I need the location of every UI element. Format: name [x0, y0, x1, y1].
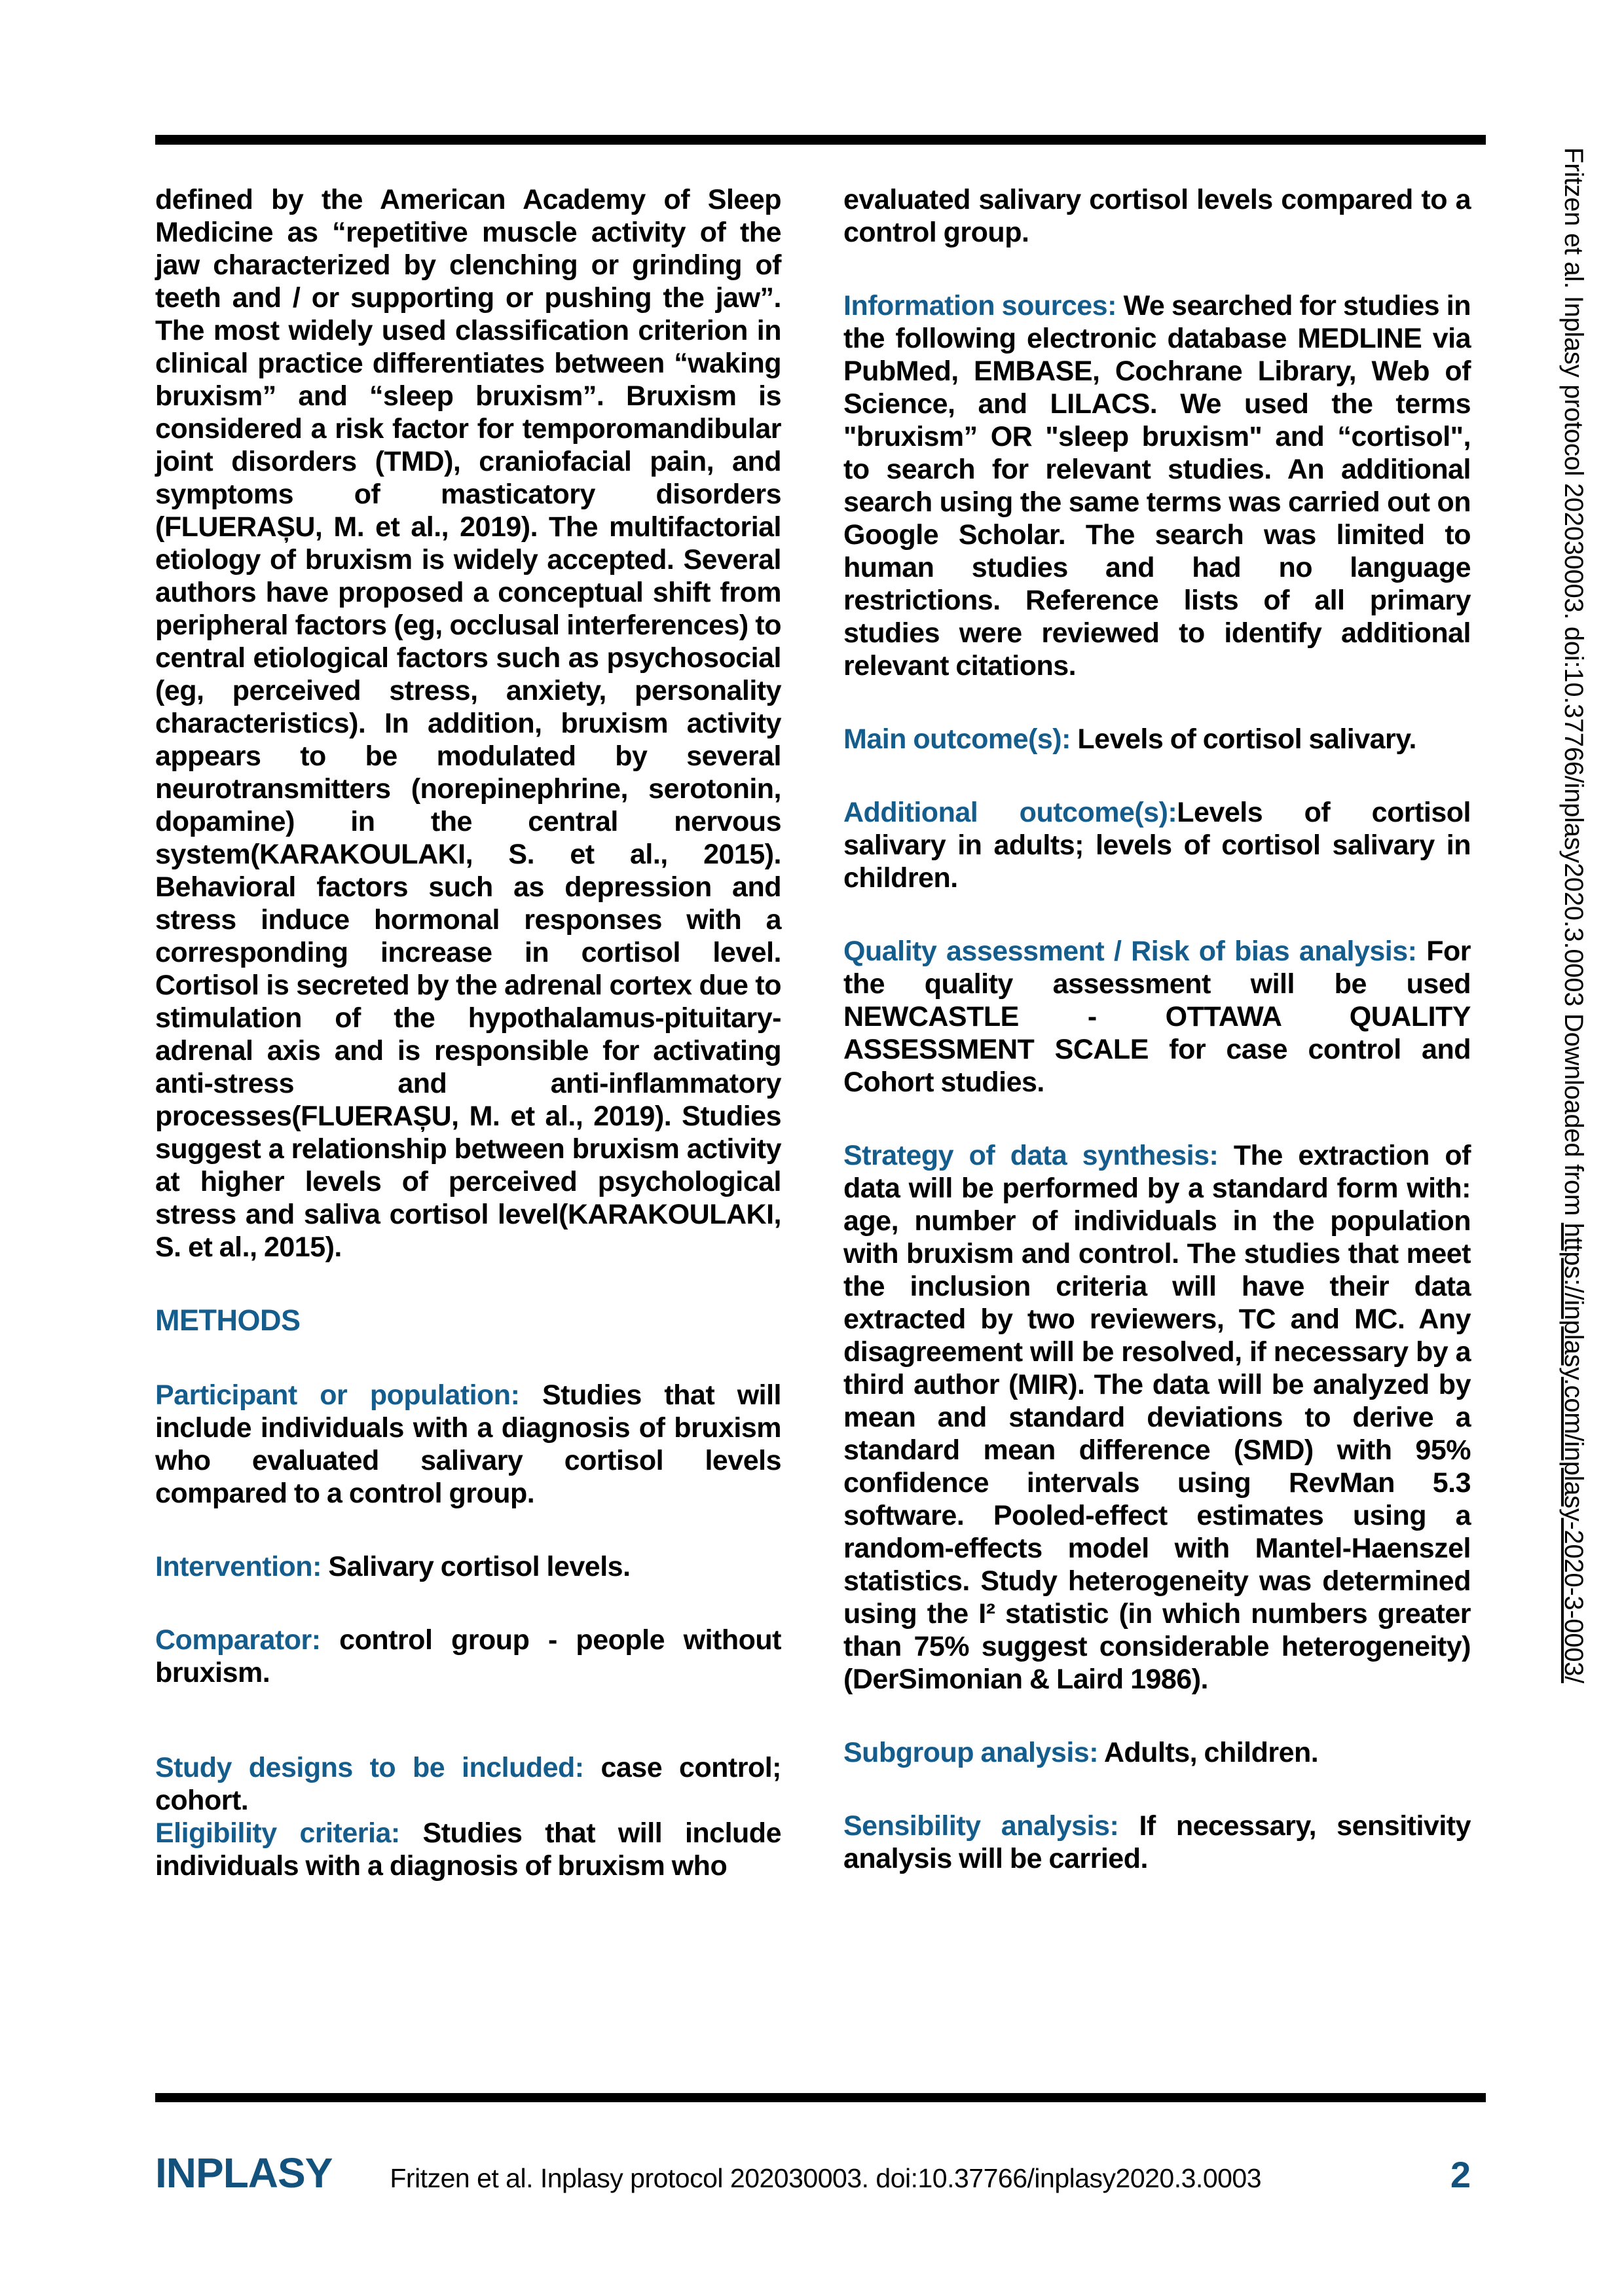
- additional-outcomes-text: Levels of cortisol salivary in adults; levels of cortisol salivary in children.: [843, 797, 1471, 894]
- continuation-paragraph: [843, 183, 1471, 249]
- strategy-lead: Strategy of data synthesis:: [843, 1140, 1219, 1171]
- sensibility-text: If necessary, sensitivity analysis will be carried.: [843, 1810, 1471, 1874]
- quality-assessment-text: For the quality assessment will be used NEWCASTLE - OTTAWA QUALITY ASSESSMENT SCALE for case control and Cohort studies.: [843, 936, 1471, 1098]
- intro-paragraph: [155, 183, 781, 1264]
- page-number: 2: [1450, 2154, 1471, 2195]
- additional-outcomes-lead: Additional outcome(s):: [843, 797, 1177, 828]
- comparator-lead: Comparator:: [155, 1624, 321, 1656]
- footer-citation: Fritzen et al. Inplasy protocol 202030003. doi:10.37766/inplasy2020.3.0003: [390, 2163, 1262, 2193]
- information-sources-lead: Information sources:: [843, 290, 1116, 321]
- information-sources-paragraph: [843, 289, 1471, 682]
- intervention-text: Salivary cortisol levels.: [321, 1551, 631, 1582]
- eligibility-paragraph: [155, 1817, 781, 1882]
- continuation-text: evaluated salivary cortisol levels compared to a control group.: [843, 184, 1471, 248]
- sidebar-url-link[interactable]: https://inplasy.com/inplasy-2020-3-0003/: [1559, 1222, 1588, 1683]
- top-rule: [155, 135, 1486, 145]
- comparator-paragraph: [155, 1624, 781, 1689]
- main-outcomes-text: Levels of cortisol salivary.: [1070, 723, 1416, 755]
- study-designs-paragraph: [155, 1751, 781, 1817]
- participant-lead: Participant or population:: [155, 1379, 520, 1411]
- eligibility-text: Studies that will include individuals with a diagnosis of bruxism who: [155, 1817, 781, 1882]
- footer: [155, 2149, 1471, 2197]
- intervention-paragraph: [155, 1550, 781, 1583]
- sidebar-citation-text: Fritzen et al. Inplasy protocol 202030003. doi:10.37766/inplasy2020.3.0003 Downloaded from: [1559, 147, 1588, 1223]
- main-outcomes-lead: Main outcome(s):: [843, 723, 1071, 755]
- right-column: [843, 183, 1471, 1916]
- participant-paragraph: [155, 1379, 781, 1510]
- additional-outcomes-paragraph: [843, 796, 1471, 894]
- strategy-text: The extraction of data will be performed by a standard form with: age, number of individuals in the population with bruxism and control. The studies that meet the inclusion criteria will have their data extracted by two reviewers, TC and MC. Any disagreement will be resolved, if necessary by a third author (MIR). The data will be analyzed by mean and standard deviations to derive a standard mean difference (SMD) with 95% confidence intervals using RevMan 5.3 software. Pooled-effect estimates using a random-effects model with Mantel-Haenszel statistics. Study heterogeneity was determined using the I² statistic (in which numbers greater than 75% suggest considerable heterogeneity) (DerSimonian & Laird 1986).: [843, 1140, 1471, 1695]
- strategy-paragraph: [843, 1139, 1471, 1696]
- information-sources-text: We searched for studies in the following electronic database MEDLINE via PubMed, EMBASE, Cochrane Library, Web of Science, and LILACS. We used the terms "bruxism” OR "sleep bruxism" and “cortisol", to search for relevant studies. An additional search using the same terms was carried out on Google Scholar. The search was limited to human studies and had no language restrictions. Reference lists of all primary studies were reviewed to identify additional relevant citations.: [843, 290, 1471, 682]
- eligibility-lead: Eligibility criteria:: [155, 1817, 400, 1849]
- subgroup-text: Adults, children.: [1098, 1737, 1319, 1768]
- intro-paragraph-text: defined by the American Academy of Sleep Medicine as “repetitive muscle activity of the jaw characterized by clenching or grinding of teeth and / or supporting or pushing the jaw”. The most widely used classification criterion in clinical practice differentiates between “waking bruxism” and “sleep bruxism”. Bruxism is considered a risk factor for temporomandibular joint disorders (TMD), craniofacial pain, and symptoms of masticatory disorders (FLUERAȘU, M. et al., 2019). The multifactorial etiology of bruxism is widely accepted. Several authors have proposed a conceptual shift from peripheral factors (eg, occlusal interferences) to central etiological factors such as psychosocial (eg, perceived stress, anxiety, personality characteristics). In addition, bruxism activity appears to be modulated by several neurotransmitters (norepinephrine, serotonin, dopamine) in the central nervous system(KARAKOULAKI, S. et al., 2015). Behavioral factors such as depression and stress induce hormonal responses with a corresponding increase in cortisol level. Cortisol is secreted by the adrenal cortex due to stimulation of the hypothalamus-pituitary-adrenal axis and is responsible for activating anti-stress and anti-inflammatory processes(FLUERAȘU, M. et al., 2019). Studies suggest a relationship between bruxism activity at higher levels of perceived psychological stress and saliva cortisol level(KARAKOULAKI, S. et al., 2015).: [155, 184, 781, 1263]
- sidebar-citation: [1556, 147, 1591, 1850]
- study-designs-lead: Study designs to be included:: [155, 1752, 584, 1783]
- study-designs-text: case control; cohort.: [155, 1752, 781, 1816]
- intervention-lead: Intervention:: [155, 1551, 322, 1582]
- subgroup-lead: Subgroup analysis:: [843, 1737, 1099, 1768]
- subgroup-paragraph: [843, 1736, 1471, 1769]
- sensibility-paragraph: [843, 1810, 1471, 1875]
- left-column: [155, 183, 781, 1882]
- quality-assessment-paragraph: [843, 935, 1471, 1099]
- sensibility-lead: Sensibility analysis:: [843, 1810, 1119, 1842]
- methods-heading: METHODS: [155, 1303, 301, 1337]
- comparator-text: control group - people without bruxism.: [155, 1624, 781, 1688]
- participant-text: Studies that will include individuals with a diagnosis of bruxism who evaluated salivary cortisol levels compared to a control group.: [155, 1379, 781, 1509]
- quality-assessment-lead: Quality assessment / Risk of bias analysis:: [843, 936, 1417, 967]
- inplasy-logo: INPLASY: [155, 2149, 333, 2196]
- bottom-rule: [155, 2093, 1486, 2102]
- main-outcomes-paragraph: [843, 723, 1471, 756]
